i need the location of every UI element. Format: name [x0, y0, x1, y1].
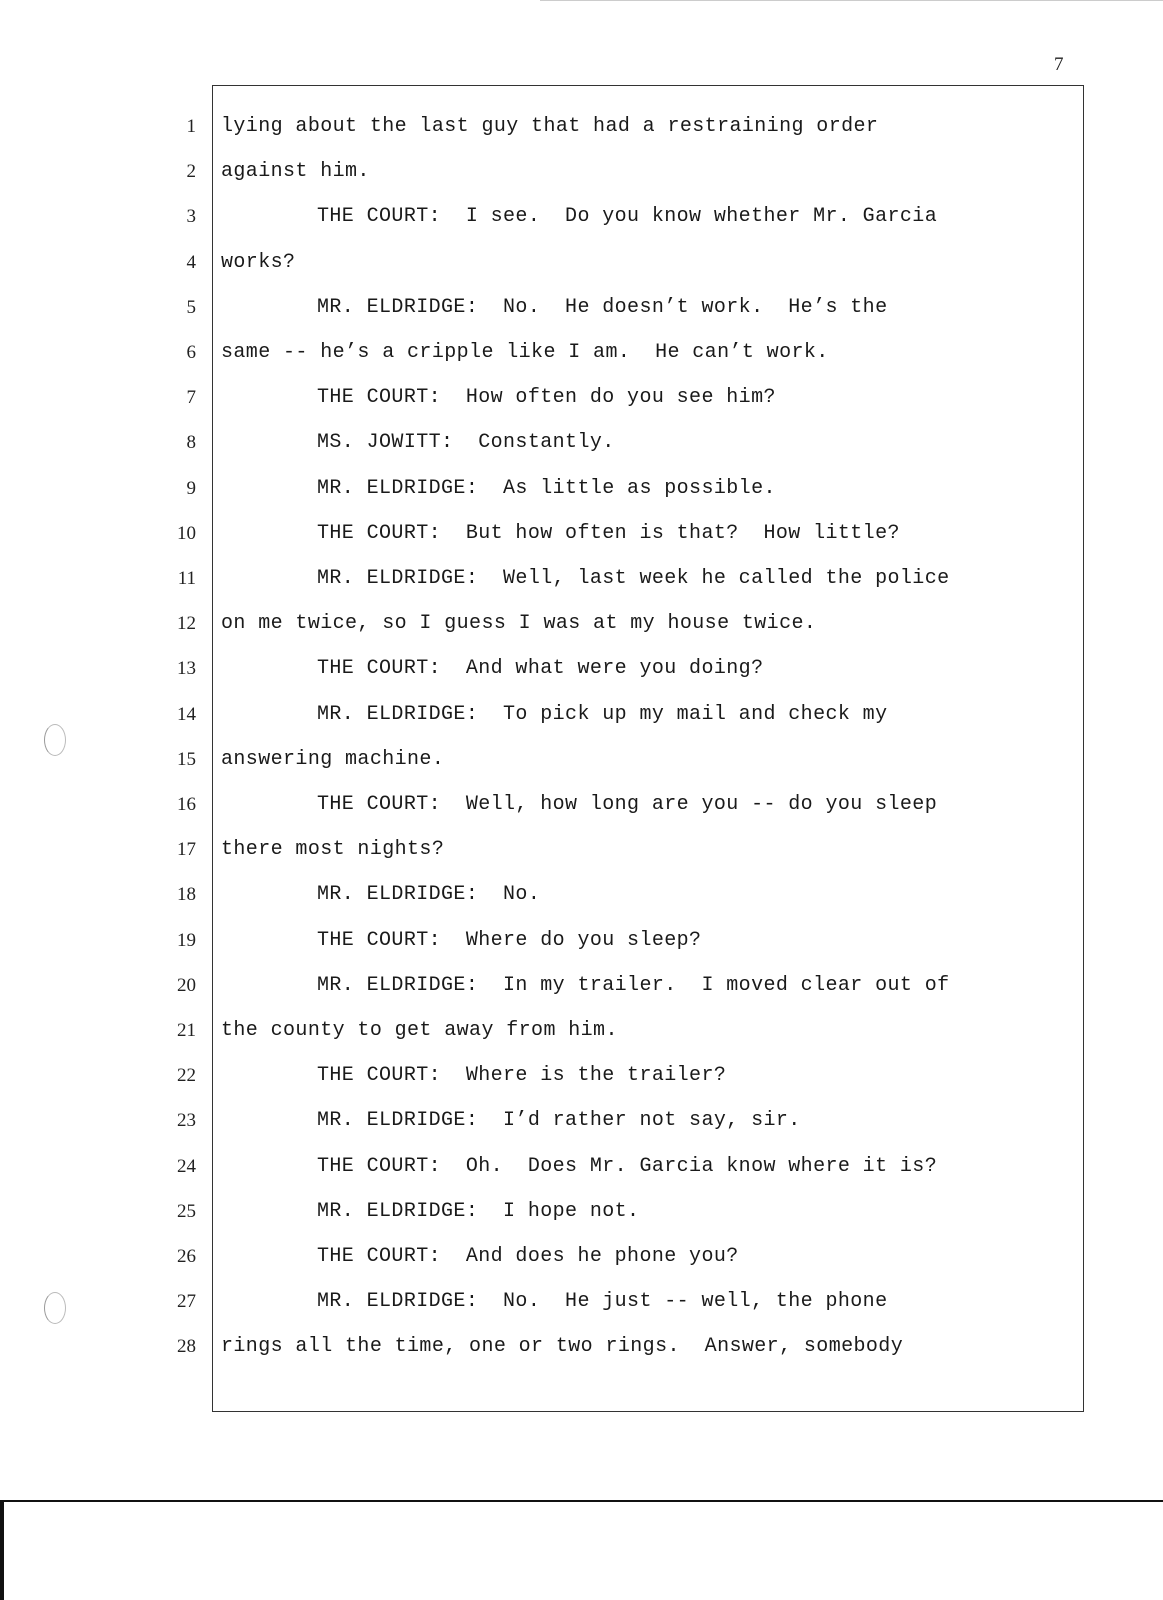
- line-number: 24: [177, 1156, 196, 1177]
- line-number: 23: [177, 1110, 196, 1131]
- line-text: THE COURT: Well, how long are you -- do you sleep: [317, 793, 938, 816]
- scan-top-edge: [540, 0, 1163, 1]
- transcript-line: [0, 249, 1163, 277]
- page-number: 7: [1054, 54, 1064, 75]
- line-number: 26: [177, 1246, 196, 1267]
- transcript-line: [0, 1017, 1163, 1045]
- line-text: THE COURT: Where do you sleep?: [317, 929, 702, 952]
- transcript-line: [0, 972, 1163, 1000]
- line-text: THE COURT: And does he phone you?: [317, 1245, 739, 1268]
- line-text: MR. ELDRIDGE: I’d rather not say, sir.: [317, 1109, 801, 1132]
- line-text: MR. ELDRIDGE: As little as possible.: [317, 477, 776, 500]
- transcript-line: [0, 836, 1163, 864]
- line-number: 19: [177, 930, 196, 951]
- transcript-line: [0, 113, 1163, 141]
- transcript-line: [0, 701, 1163, 729]
- transcript-line: [0, 384, 1163, 412]
- transcript-line: [0, 1153, 1163, 1181]
- line-number: 3: [186, 206, 196, 227]
- transcript-line: [0, 429, 1163, 457]
- line-number: 5: [186, 297, 196, 318]
- line-text: THE COURT: I see. Do you know whether Mr. Garcia: [317, 205, 938, 228]
- line-number: 10: [177, 523, 196, 544]
- line-text: same -- he’s a cripple like I am. He can’t work.: [221, 341, 829, 364]
- line-number: 13: [177, 658, 196, 679]
- transcript-line: [0, 1288, 1163, 1316]
- transcript-line: [0, 1198, 1163, 1226]
- transcript-line: [0, 158, 1163, 186]
- line-text: works?: [221, 251, 296, 274]
- line-number: 27: [177, 1291, 196, 1312]
- line-number: 18: [177, 884, 196, 905]
- punch-hole-mark: [44, 724, 66, 756]
- line-number: 6: [186, 342, 196, 363]
- scan-left-edge: [0, 1500, 4, 1600]
- line-text: there most nights?: [221, 838, 445, 861]
- line-text: MR. ELDRIDGE: No. He doesn’t work. He’s the: [317, 296, 888, 319]
- transcript-line: [0, 610, 1163, 638]
- line-text: THE COURT: And what were you doing?: [317, 657, 764, 680]
- line-text: MS. JOWITT: Constantly.: [317, 431, 615, 454]
- line-number: 20: [177, 975, 196, 996]
- line-number: 15: [177, 749, 196, 770]
- line-text: THE COURT: But how often is that? How little?: [317, 522, 900, 545]
- line-text: lying about the last guy that had a restraining order: [221, 115, 879, 138]
- scan-bottom-edge: [0, 1500, 1163, 1502]
- punch-hole-mark: [44, 1292, 66, 1324]
- transcript-line: [0, 791, 1163, 819]
- line-number: 1: [186, 116, 196, 137]
- transcript-line: [0, 746, 1163, 774]
- line-text: MR. ELDRIDGE: No. He just -- well, the phone: [317, 1290, 888, 1313]
- line-text: THE COURT: How often do you see him?: [317, 386, 776, 409]
- transcript-line: [0, 1107, 1163, 1135]
- transcript-line: [0, 294, 1163, 322]
- line-number: 21: [177, 1020, 196, 1041]
- transcript-line: [0, 565, 1163, 593]
- transcript-line: [0, 339, 1163, 367]
- transcript-line: [0, 927, 1163, 955]
- transcript-line: [0, 1333, 1163, 1361]
- transcript-line: [0, 1243, 1163, 1271]
- line-text: MR. ELDRIDGE: Well, last week he called the police: [317, 567, 950, 590]
- line-number: 8: [186, 432, 196, 453]
- transcript-line: [0, 203, 1163, 231]
- line-text: MR. ELDRIDGE: To pick up my mail and check my: [317, 703, 888, 726]
- line-text: against him.: [221, 160, 370, 183]
- transcript-line: [0, 475, 1163, 503]
- line-text: on me twice, so I guess I was at my house twice.: [221, 612, 817, 635]
- transcript-line: [0, 520, 1163, 548]
- transcript-line: [0, 1062, 1163, 1090]
- line-number: 11: [177, 568, 196, 589]
- line-number: 25: [177, 1201, 196, 1222]
- line-number: 17: [177, 839, 196, 860]
- line-text: MR. ELDRIDGE: No.: [317, 883, 541, 906]
- line-text: THE COURT: Oh. Does Mr. Garcia know where it is?: [317, 1155, 938, 1178]
- line-text: rings all the time, one or two rings. Answer, somebody: [221, 1335, 904, 1358]
- line-number: 14: [177, 704, 196, 725]
- line-text: answering machine.: [221, 748, 445, 771]
- line-number: 4: [186, 252, 196, 273]
- line-number: 9: [186, 478, 196, 499]
- line-text: MR. ELDRIDGE: In my trailer. I moved clear out of: [317, 974, 950, 997]
- line-text: THE COURT: Where is the trailer?: [317, 1064, 727, 1087]
- line-number: 7: [186, 387, 196, 408]
- line-number: 22: [177, 1065, 196, 1086]
- line-text: MR. ELDRIDGE: I hope not.: [317, 1200, 640, 1223]
- line-number: 2: [186, 161, 196, 182]
- transcript-line: [0, 881, 1163, 909]
- line-number: 12: [177, 613, 196, 634]
- line-text: the county to get away from him.: [221, 1019, 618, 1042]
- line-number: 28: [177, 1336, 196, 1357]
- line-number: 16: [177, 794, 196, 815]
- transcript-line: [0, 655, 1163, 683]
